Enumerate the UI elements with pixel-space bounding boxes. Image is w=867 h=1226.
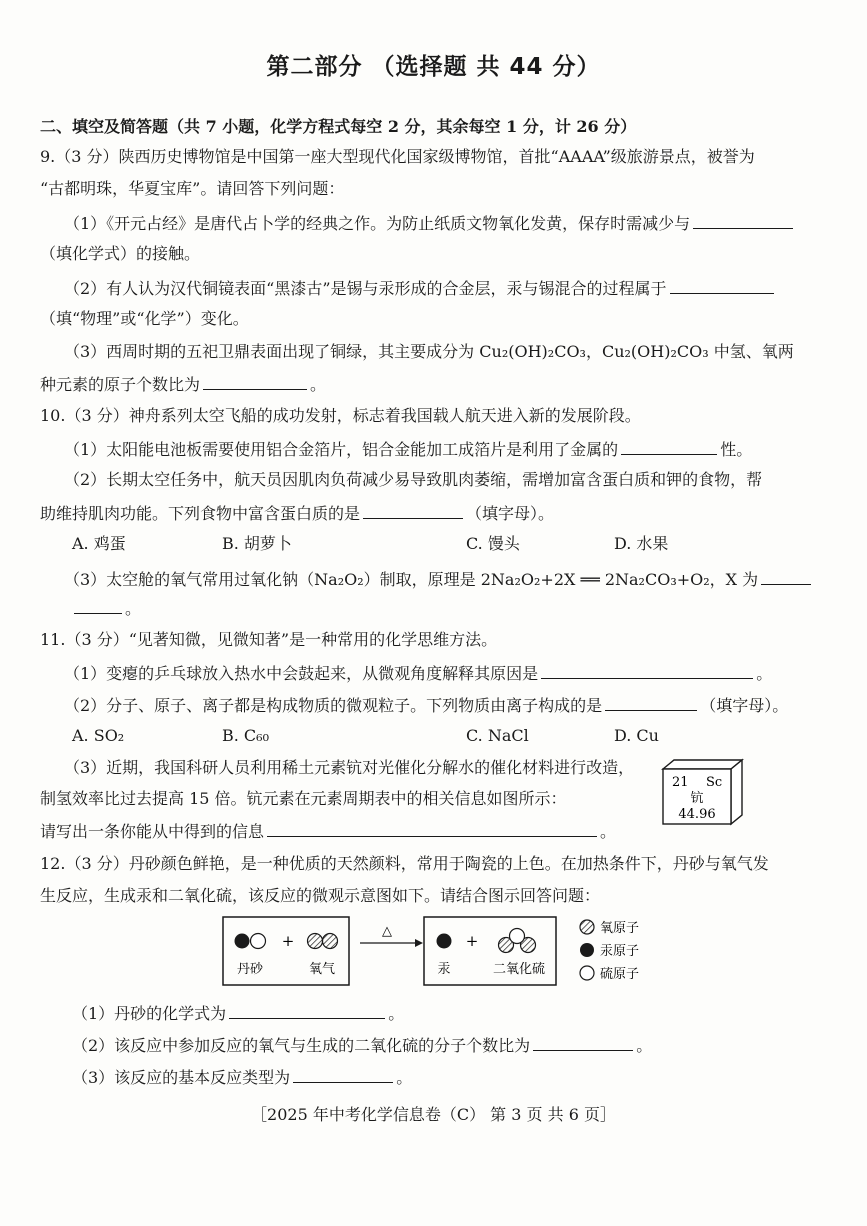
q12-part3-text: （3）该反应的基本反应类型为: [72, 1068, 291, 1087]
q9-part3-end: 。: [310, 375, 327, 394]
q9-part2-text: （2）有人认为汉代铜镜表面“黑漆古”是锡与汞形成的合金层，汞与锡混合的过程属于: [64, 279, 667, 298]
q10-option-a[interactable]: A. 鸡蛋: [72, 534, 126, 553]
plus-sign: +: [465, 932, 479, 950]
q12-part2-end: 。: [636, 1036, 653, 1055]
q9-part1: [64, 212, 796, 234]
q11-part3-cont: 制氢效率比过去提高 15 倍。钪元素在元素周期表中的相关信息如图所示：: [40, 789, 567, 808]
q10-part2-text: 助维持肌肉功能。下列食物中富含蛋白质的是: [40, 504, 361, 523]
q9-part3-cont: [40, 373, 326, 395]
q9-stem: 9.（3 分）陕西历史博物馆是中国第一座大型现代化国家级博物馆，首批“AAAA”级旅游景点，被誉为: [40, 147, 755, 166]
q12-part3-end: 。: [396, 1068, 413, 1087]
q11-option-b[interactable]: B. C₆₀: [222, 726, 269, 745]
q9-part3-text: 种元素的原子个数比为: [40, 375, 201, 394]
q12-stem: 12.（3 分）丹砂颜色鲜艳，是一种优质的天然颜料，常用于陶瓷的上色。在加热条件下，丹砂与氧气发: [40, 854, 769, 873]
q10-option-d[interactable]: D. 水果: [614, 534, 669, 553]
q10-part3: [64, 568, 814, 590]
legend-oxygen: 氧原子: [600, 921, 640, 936]
sulfur-atom: [251, 934, 266, 949]
legend-mercury: 汞原子: [600, 944, 640, 959]
element-number: 21: [672, 775, 689, 790]
answer-blank[interactable]: [533, 1034, 633, 1051]
q11-part1-text: （1）变瘪的乒乓球放入热水中会鼓起来，从微观角度解释其原因是: [64, 664, 539, 683]
element-name: 钪: [690, 791, 704, 806]
heat-condition: △: [382, 924, 392, 939]
q12-part2: [72, 1034, 652, 1056]
q11-part2-text: （2）分子、原子、离子都是构成物质的微观粒子。下列物质由离子构成的是: [64, 696, 603, 715]
q10-stem: 10.（3 分）神舟系列太空飞船的成功发射，标志着我国载人航天进入新的发展阶段。: [40, 406, 641, 425]
q9-part2-cont: （填“物理”或“化学”）变化。: [40, 309, 249, 328]
q11-option-a[interactable]: A. SO₂: [72, 726, 125, 745]
q11-stem: 11.（3 分）“见著知微，见微知著”是一种常用的化学思维方法。: [40, 630, 498, 649]
answer-blank[interactable]: [541, 662, 753, 679]
element-symbol: Sc: [706, 775, 723, 790]
q10-part3-cont: [40, 597, 141, 619]
element-cell: [660, 757, 744, 827]
mercury-atom: [235, 934, 250, 949]
q11-part2-end: （填字母）。: [700, 696, 789, 715]
label-sulfur-dioxide: 二氧化硫: [492, 962, 546, 977]
q12-part2-text: （2）该反应中参加反应的氧气与生成的二氧化硫的分子个数比为: [72, 1036, 531, 1055]
q10-option-b[interactable]: B. 胡萝卜: [222, 534, 292, 553]
q11-part2: [64, 694, 788, 716]
q9-part3: （3）西周时期的五祀卫鼎表面出现了铜绿，其主要成分为 Cu₂(OH)₂CO₃，Cu₂(OH)₂CO₃ 中氢、氧两: [64, 342, 794, 361]
q11-part3-end: 。: [600, 822, 617, 841]
answer-blank[interactable]: [693, 212, 793, 229]
answer-blank[interactable]: [621, 438, 717, 455]
oxygen-atom-key: [580, 920, 594, 934]
page-footer: ［2025 年中考化学信息卷（C） 第 3 页 共 6 页］: [251, 1105, 616, 1124]
q10-part2-end: （填字母）。: [466, 504, 555, 523]
mercury-atom: [437, 934, 452, 949]
q11-part3: （3）近期，我国科研人员利用稀土元素钪对光催化分解水的催化材料进行改造，: [64, 758, 635, 777]
mercury-atom-key: [580, 943, 594, 957]
sulfur-atom: [510, 929, 525, 944]
arrow-head: [415, 939, 423, 947]
q11-part1-end: 。: [756, 664, 773, 683]
q10-part2-cont: [40, 502, 554, 524]
answer-blank[interactable]: [293, 1066, 393, 1083]
q9-part1-cont: （填化学式）的接触。: [40, 244, 201, 263]
answer-blank[interactable]: [670, 277, 774, 294]
q10-part3-text: （3）太空舱的氧气常用过氧化钠（Na₂O₂）制取，原理是 2Na₂O₂+2X ══ 2Na₂CO₃+O₂，X 为: [64, 570, 759, 589]
q10-part1-text: （1）太阳能电池板需要使用铝合金箔片，铝合金能加工成箔片是利用了金属的: [64, 440, 619, 459]
q11-part1: [64, 662, 772, 684]
label-oxygen: 氧气: [308, 962, 336, 977]
q12-part1-end: 。: [388, 1004, 405, 1023]
answer-blank[interactable]: [363, 502, 463, 519]
q10-part1: [64, 438, 752, 460]
q11-option-d[interactable]: D. Cu: [614, 726, 659, 745]
answer-blank[interactable]: [761, 568, 811, 585]
element-mass: 44.96: [678, 807, 716, 822]
q12-part1: [72, 1002, 404, 1024]
q12-part3: [72, 1066, 412, 1088]
oxygen-atom: [308, 934, 323, 949]
page-title: 第二部分 （选择题 共 44 分）: [266, 54, 601, 80]
sulfur-atom-key: [580, 966, 594, 980]
q10-part3-end: 。: [125, 599, 142, 618]
answer-blank[interactable]: [267, 820, 597, 837]
atom-legend: [578, 916, 668, 986]
section-heading: 二、填空及简答题（共 7 小题，化学方程式每空 2 分，其余每空 1 分，计 26 分）: [40, 117, 637, 136]
q11-part3-text: 请写出一条你能从中得到的信息: [40, 822, 265, 841]
q9-part2: [64, 277, 777, 299]
oxygen-atom: [323, 934, 338, 949]
q10-part2: （2）长期太空任务中，航天员因肌肉负荷减少易导致肌肉萎缩，需增加富含蛋白质和钾的食物，帮: [64, 470, 763, 489]
q9-part1-text: （1）《开元占经》是唐代占卜学的经典之作。为防止纸质文物氧化发黄，保存时需减少与: [64, 214, 691, 233]
q10-option-c[interactable]: C. 馒头: [466, 534, 520, 553]
q12-part1-text: （1）丹砂的化学式为: [72, 1004, 227, 1023]
label-mercury: 汞: [437, 962, 451, 977]
reaction-diagram: [222, 915, 562, 987]
legend-sulfur: 硫原子: [600, 967, 640, 982]
plus-sign: +: [281, 932, 295, 950]
answer-blank[interactable]: [74, 597, 122, 614]
answer-blank[interactable]: [203, 373, 307, 390]
q9-stem-2: “古都明珠，华夏宝库”。请回答下列问题：: [40, 179, 345, 198]
label-cinnabar: 丹砂: [236, 962, 264, 977]
q11-part3-cont2: [40, 820, 616, 842]
q12-stem-2: 生反应，生成汞和二氧化硫，该反应的微观示意图如下。请结合图示回答问题：: [40, 886, 601, 905]
q10-part1-end: 性。: [720, 440, 753, 459]
answer-blank[interactable]: [605, 694, 697, 711]
answer-blank[interactable]: [229, 1002, 385, 1019]
q11-option-c[interactable]: C. NaCl: [466, 726, 529, 745]
